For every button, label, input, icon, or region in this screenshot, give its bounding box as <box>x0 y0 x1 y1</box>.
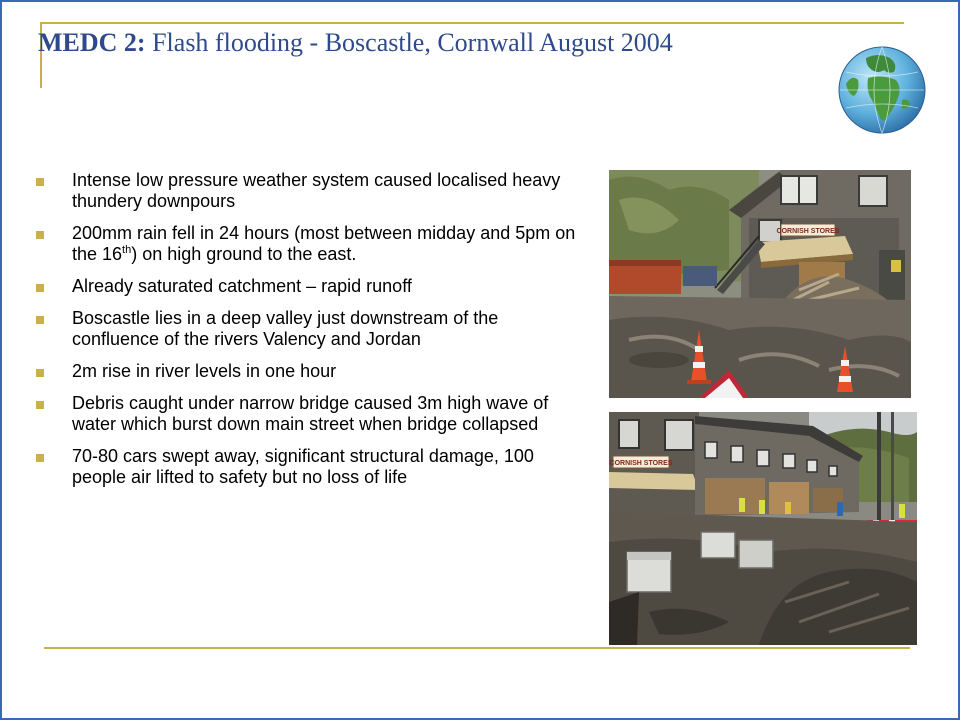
bullet-text: 200mm rain fell in 24 hours (most between midday and 5pm on the 16 <box>72 223 576 264</box>
bullet-text: 2m rise in river levels in one hour <box>72 361 337 381</box>
bullet-item <box>36 446 576 488</box>
title-bold: MEDC 2: <box>38 28 146 57</box>
bullet-text: 70-80 cars swept away, significant structural damage, 100 people air lifted to safety but no loss of life <box>72 446 534 487</box>
bullet-text: ) on high ground to the east. <box>131 244 357 264</box>
bullet-item <box>36 308 576 350</box>
bullet-marker <box>36 231 44 239</box>
bullet-text: Already saturated catchment – rapid runoff <box>72 276 412 296</box>
superscript: th <box>122 244 132 256</box>
slide-title <box>38 26 838 60</box>
bullet-item <box>36 170 576 212</box>
bullet-marker <box>36 454 44 462</box>
bullet-marker <box>36 316 44 324</box>
bullet-item <box>36 276 576 297</box>
globe-icon <box>836 44 928 136</box>
bottom-rule <box>44 647 910 649</box>
shop-sign: CORNISH STORES <box>609 460 673 467</box>
shop-sign: CORNISH STORES <box>776 228 840 235</box>
bullet-marker <box>36 178 44 186</box>
bullet-list <box>36 170 576 499</box>
flood-photo-top <box>609 170 911 398</box>
bullet-item <box>36 393 576 435</box>
bullet-text: Debris caught under narrow bridge caused 3m high wave of water which burst down main street when bridge collapsed <box>72 393 549 434</box>
bullet-marker <box>36 401 44 409</box>
bullet-item <box>36 361 576 382</box>
title-rest: Flash flooding - Boscastle, Cornwall August 2004 <box>145 28 673 57</box>
bullet-text: Intense low pressure weather system caused localised heavy thundery downpours <box>72 170 561 211</box>
bullet-marker <box>36 369 44 377</box>
bullet-marker <box>36 284 44 292</box>
bullet-item <box>36 223 576 265</box>
bullet-text: Boscastle lies in a deep valley just downstream of the confluence of the rivers Valency and Jordan <box>72 308 499 349</box>
flood-photo-bottom <box>609 412 917 645</box>
title-rule-top <box>40 22 904 24</box>
